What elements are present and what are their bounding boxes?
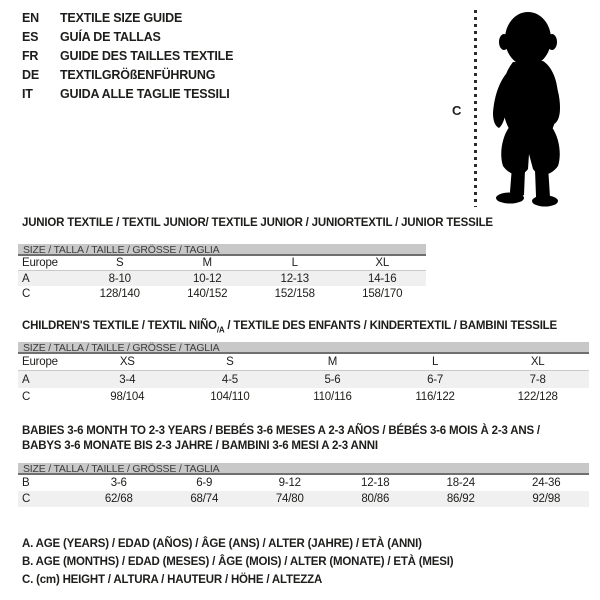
language-code: DE (22, 68, 39, 82)
height-measure-dotted-line (474, 10, 477, 207)
language-title: GUÍA DE TALLAS (60, 30, 161, 44)
column-header: XL (530, 356, 545, 368)
babies-row-height (18, 491, 589, 507)
children-row-height (18, 388, 589, 405)
row-label: A (22, 373, 30, 386)
row-label: C (22, 493, 31, 505)
junior-columns-row (18, 256, 426, 271)
column-header: M (202, 257, 212, 269)
table-cell: 80/86 (361, 493, 390, 505)
table-cell: 3-6 (110, 477, 127, 489)
children-size-table (18, 342, 589, 405)
junior-section-title: JUNIOR TEXTILE / TEXTIL JUNIOR/ TEXTILE JUNIOR / JUNIORTEXTIL / JUNIOR TESSILE (22, 217, 493, 229)
table-cell: 116/122 (415, 390, 455, 403)
table-cell: 152/158 (274, 287, 315, 300)
language-list (22, 9, 233, 104)
table-cell: 110/116 (313, 390, 352, 403)
language-code: ES (22, 30, 39, 44)
column-header: L (431, 356, 439, 368)
babies-title-line1: BABIES 3-6 MONTH TO 2-3 YEARS / BEBÉS 3-6 MESES A 2-3 AÑOS / BÉBÉS 3-6 MOIS À 2-3 ANS / (22, 425, 540, 437)
babies-size-header-bar: SIZE / TALLA / TAILLE / GRÖSSE / TAGLIA (18, 463, 589, 475)
junior-size-header-bar: SIZE / TALLA / TAILLE / GRÖSSE / TAGLIA (18, 244, 426, 256)
junior-row-age (18, 271, 426, 286)
table-cell: 24-36 (532, 477, 561, 489)
children-section-title (22, 320, 557, 334)
language-code: FR (22, 49, 39, 63)
column-header: L (291, 257, 298, 269)
table-cell: 12-13 (280, 272, 309, 285)
table-cell: 4-5 (221, 373, 238, 386)
column-header: S (116, 257, 124, 269)
table-cell: 6-7 (427, 373, 444, 386)
language-row-es (22, 28, 233, 47)
region-label: Europe (22, 356, 58, 368)
footnote-age-months: B. AGE (MONTHS) / EDAD (MESES) / ÂGE (MOIS) / ALTER (MONATE) / ETÀ (MESI) (22, 556, 454, 568)
table-cell: 10-12 (193, 272, 222, 285)
table-cell: 8-10 (108, 272, 131, 285)
column-header: XS (119, 356, 135, 368)
table-cell: 86/92 (446, 493, 475, 505)
table-cell: 7-8 (529, 373, 546, 386)
table-cell: 5-6 (324, 373, 341, 386)
table-cell: 92/98 (532, 493, 561, 505)
language-title: GUIDA ALLE TAGLIE TESSILI (60, 87, 230, 101)
language-row-fr (22, 47, 233, 66)
row-label: C (22, 287, 31, 300)
junior-row-height (18, 286, 426, 301)
language-title: TEXTILE SIZE GUIDE (60, 11, 183, 25)
junior-size-table (18, 244, 426, 301)
table-cell: 128/140 (99, 287, 140, 300)
baby-silhouette (483, 6, 575, 208)
language-title: TEXTILGRÖßENFÜHRUNG (60, 68, 216, 82)
language-code: IT (22, 87, 33, 101)
column-header: M (327, 356, 338, 368)
language-row-en (22, 9, 233, 28)
children-title-pre: CHILDREN'S TEXTILE / TEXTIL NIÑO (22, 320, 217, 332)
table-cell: 122/128 (517, 390, 558, 403)
language-title: GUIDE DES TAILLES TEXTILE (60, 49, 234, 63)
table-cell: 158/170 (362, 287, 403, 300)
babies-row-age-months (18, 475, 589, 491)
column-header: S (226, 356, 234, 368)
children-title-sub: /A (216, 325, 225, 335)
footnote-legend (22, 535, 453, 589)
language-code: EN (22, 11, 39, 25)
language-row-it (22, 85, 233, 104)
children-title-post: / TEXTILE DES ENFANTS / KINDERTEXTIL / BAMBINI TESSILE (224, 320, 557, 332)
children-row-age (18, 371, 589, 388)
row-label: B (22, 477, 30, 489)
table-cell: 9-12 (278, 477, 301, 489)
table-cell: 62/68 (104, 493, 133, 505)
height-measure-label: C (452, 103, 462, 118)
children-columns-row (18, 354, 589, 371)
table-cell: 3-4 (119, 373, 136, 386)
region-label: Europe (22, 257, 58, 269)
row-label: A (22, 272, 30, 285)
table-cell: 140/152 (187, 287, 228, 300)
babies-section-title (22, 424, 582, 453)
table-cell: 98/104 (110, 390, 145, 403)
table-cell: 12-18 (361, 477, 390, 489)
row-label: C (22, 390, 31, 403)
babies-size-table (18, 463, 589, 507)
children-size-header-bar: SIZE / TALLA / TAILLE / GRÖSSE / TAGLIA (18, 342, 589, 354)
babies-title-line2: BABYS 3-6 MONATE BIS 2-3 JAHRE / BAMBINI 3-6 MESI A 2-3 ANNI (22, 439, 378, 452)
language-row-de (22, 66, 233, 85)
table-cell: 6-9 (196, 477, 213, 489)
table-cell: 14-16 (368, 272, 397, 285)
table-cell: 74/80 (275, 493, 304, 505)
column-header: XL (375, 257, 390, 269)
table-cell: 68/74 (190, 493, 219, 505)
table-cell: 104/110 (210, 390, 250, 403)
footnote-height: C. (cm) HEIGHT / ALTURA / HAUTEUR / HÖHE / ALTEZZA (22, 574, 323, 586)
table-cell: 18-24 (446, 477, 475, 489)
footnote-age-years: A. AGE (YEARS) / EDAD (AÑOS) / ÂGE (ANS) / ALTER (JAHRE) / ETÀ (ANNI) (22, 538, 422, 550)
